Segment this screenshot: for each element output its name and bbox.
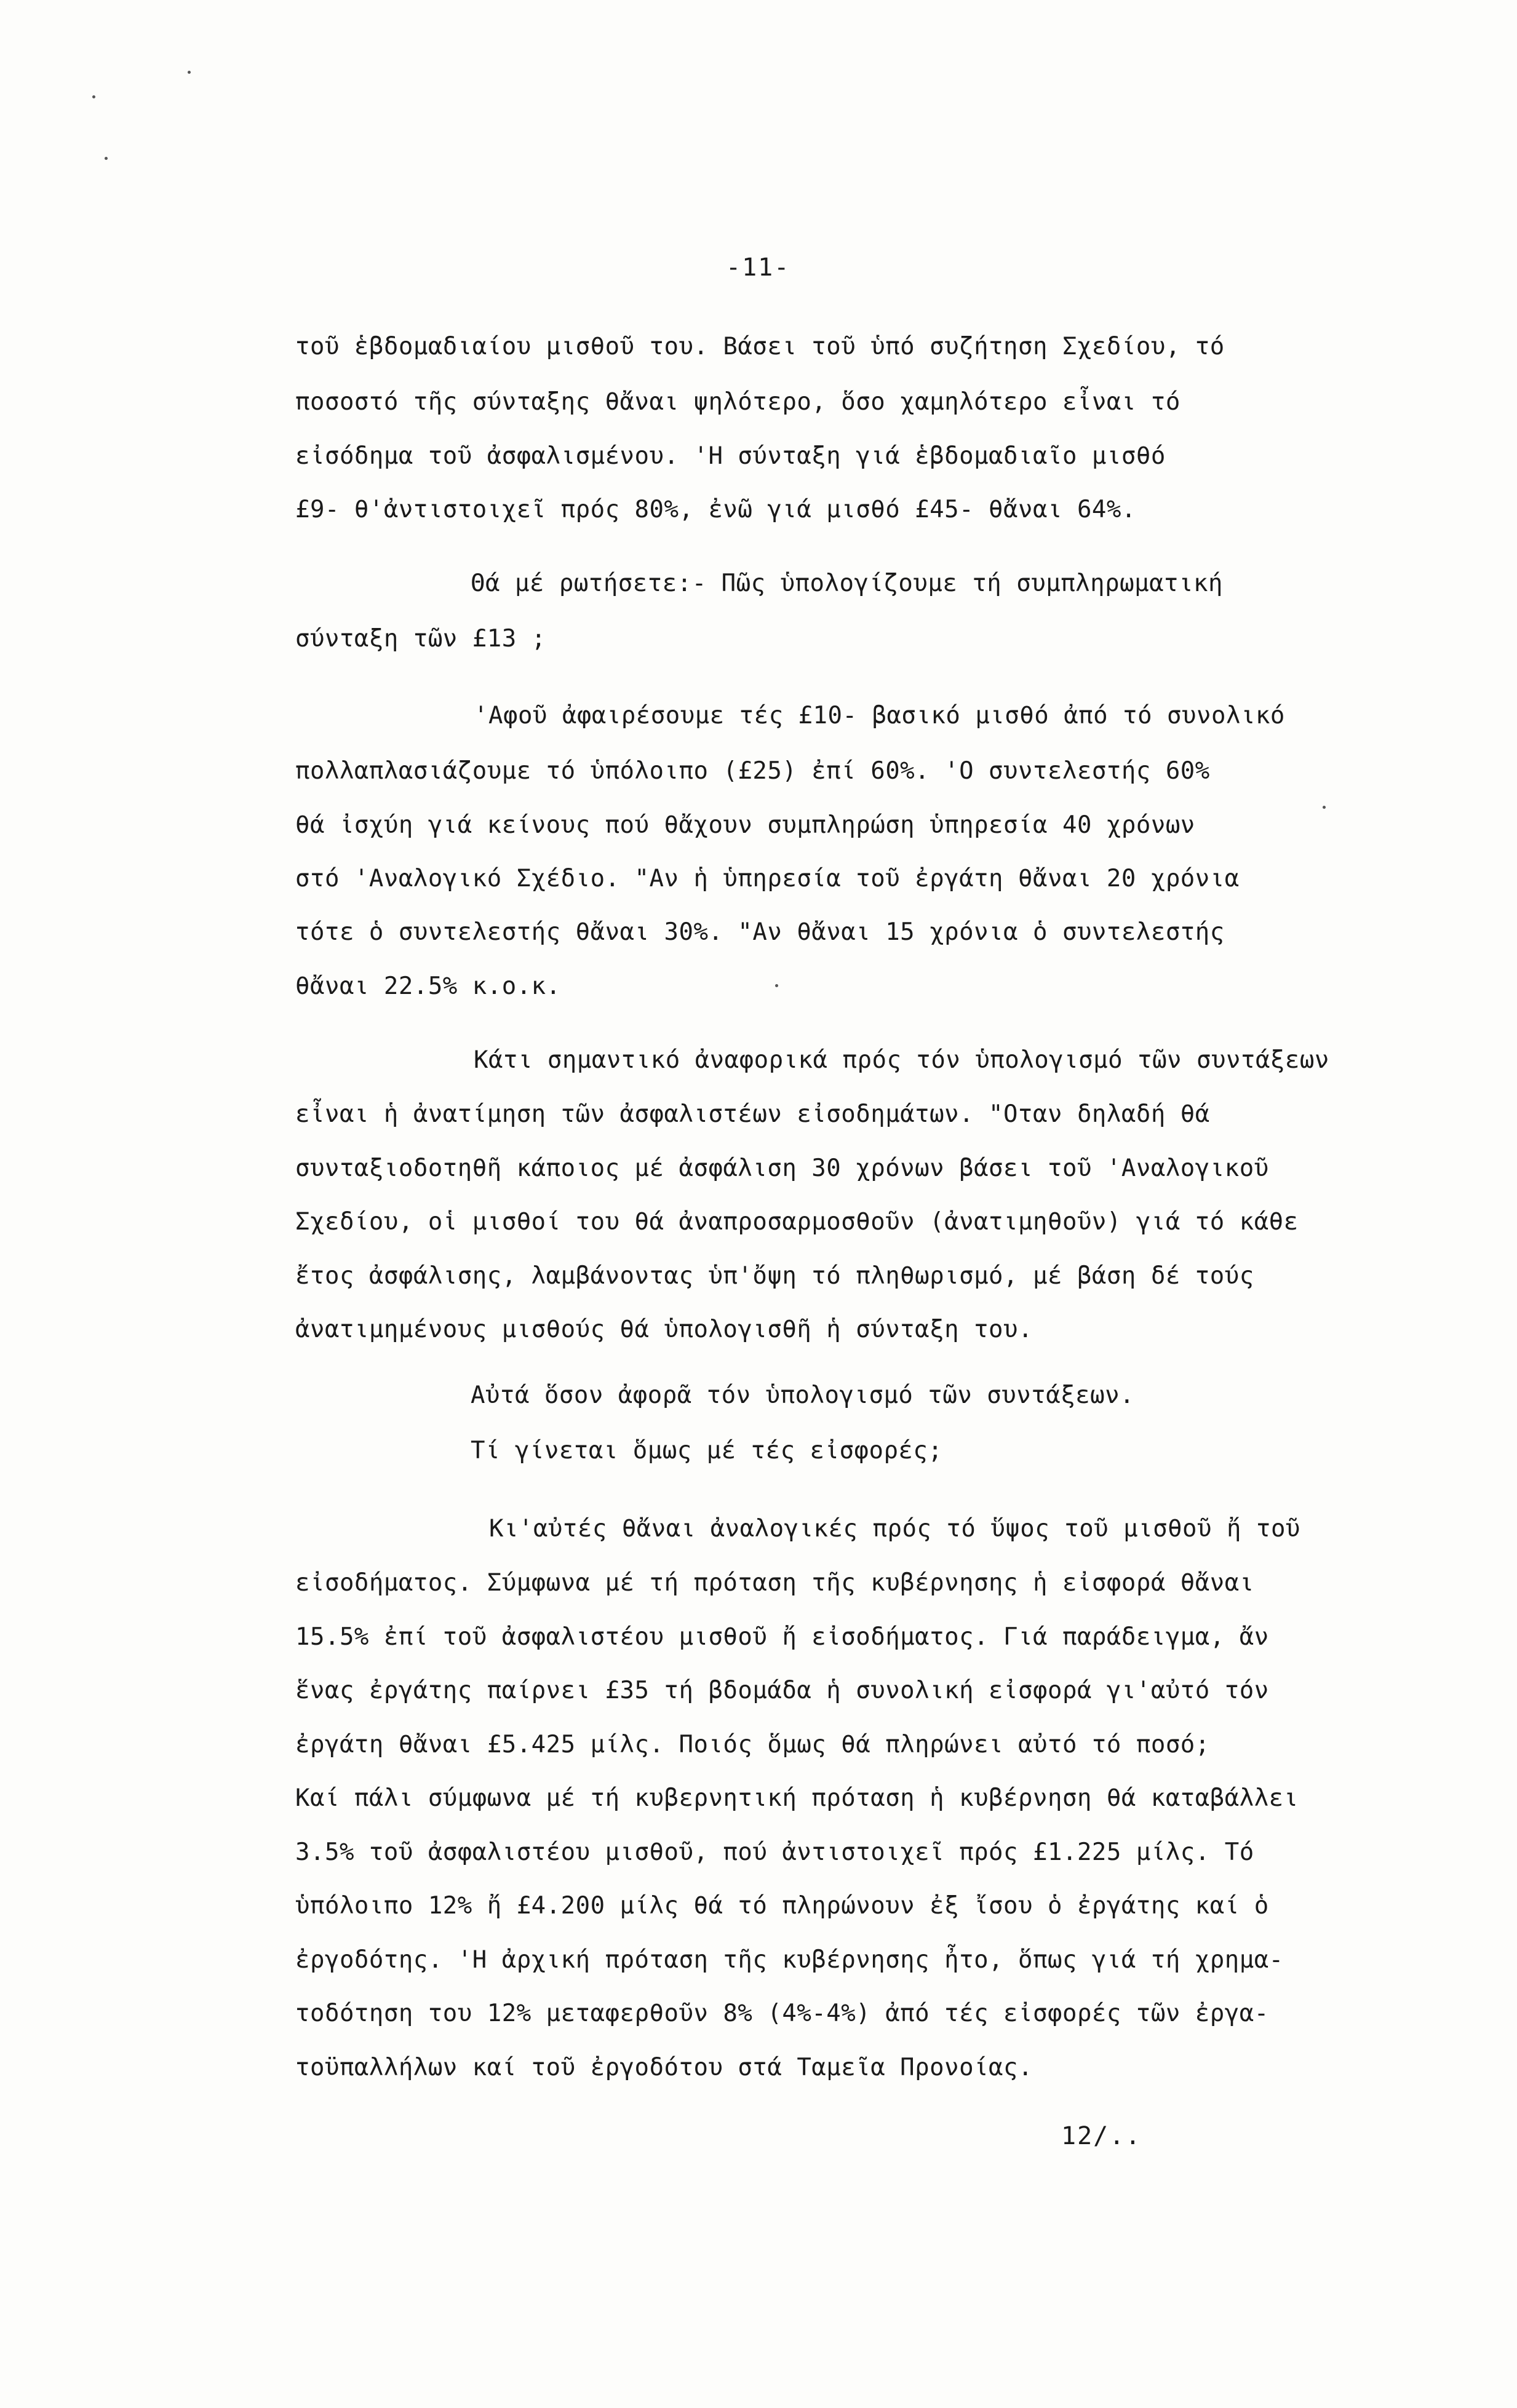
text-line: τοϋπαλλήλων καί τοῦ ἐργοδότου στά Ταμεῖα Προνοίας. — [295, 2054, 1033, 2081]
page-number: -11- — [726, 253, 790, 282]
scan-speck — [188, 71, 191, 74]
text-line: ἔτος ἀσφάλισης, λαμβάνοντας ὑπ'ὄψη τό πληθωρισμό, μέ βάση δέ τούς — [295, 1262, 1254, 1290]
text-line: ἐργοδότης. 'Η ἀρχική πρόταση τῆς κυβέρνησης ἦτο, ὅπως γιά τή χρημα- — [295, 1946, 1284, 1974]
text-line: Αὐτά ὅσον ἀφορᾶ τόν ὑπολογισμό τῶν συντάξεων. — [471, 1381, 1135, 1409]
text-line: 3.5% τοῦ ἀσφαλιστέου μισθοῦ, πού ἀντιστοιχεῖ πρός £1.225 μίλς. Τό — [295, 1838, 1254, 1866]
text-line: θά ἰσχύη γιά κείνους πού θἄχουν συμπληρώση ὑπηρεσία 40 χρόνων — [295, 811, 1195, 839]
text-line: ποσοστό τῆς σύνταξης θἄναι ψηλότερο, ὅσο χαμηλότερο εἶναι τό — [295, 388, 1181, 416]
text-line: Σχεδίου, οἱ μισθοί του θά ἀναπροσαρμοσθοῦν (ἀνατιμηθοῦν) γιά τό κάθε — [295, 1208, 1299, 1236]
text-line: συνταξιοδοτηθῆ κάποιος μέ ἀσφάλιση 30 χρόνων βάσει τοῦ 'Αναλογικοῦ — [295, 1154, 1269, 1182]
text-line: Καί πάλι σύμφωνα μέ τή κυβερνητική πρόταση ἡ κυβέρνηση θά καταβάλλει — [295, 1784, 1299, 1812]
text-line: τοῦ ἑβδομαδιαίου μισθοῦ του. Βάσει τοῦ ὑπό συζήτηση Σχεδίου, τό — [295, 333, 1225, 360]
text-line: ἕνας ἐργάτης παίρνει £35 τή βδομάδα ἡ συνολική εἰσφορά γι'αὐτό τόν — [295, 1677, 1269, 1704]
text-line: σύνταξη τῶν £13 ; — [295, 625, 546, 653]
text-line: εἶναι ἡ ἀνατίμηση τῶν ἀσφαλιστέων εἰσοδημάτων. "Οταν δηλαδή θά — [295, 1100, 1210, 1128]
text-line: Κι'αὐτές θἄναι ἀναλογικές πρός τό ὕψος τοῦ μισθοῦ ἤ τοῦ — [489, 1515, 1300, 1543]
scan-speck — [1323, 806, 1326, 809]
text-line: ἐργάτη θἄναι £5.425 μίλς. Ποιός ὅμως θά πληρώνει αὐτό τό ποσό; — [295, 1731, 1210, 1758]
text-line: εἰσοδήματος. Σύμφωνα μέ τή πρόταση τῆς κυβέρνησης ἡ εἰσφορά θἄναι — [295, 1569, 1254, 1597]
text-line: θἄναι 22.5% κ.ο.κ. — [295, 972, 561, 1000]
text-line: 'Αφοῦ ἀφαιρέσουμε τές £10- βασικό μισθό ἀπό τό συνολικό — [474, 702, 1285, 729]
text-line: ἀνατιμημένους μισθούς θά ὑπολογισθῆ ἡ σύνταξη του. — [295, 1316, 1033, 1343]
text-line: πολλαπλασιάζουμε τό ὑπόλοιπο (£25) ἐπί 60%. 'Ο συντελεστής 60% — [295, 757, 1210, 785]
text-line: ὑπόλοιπο 12% ἤ £4.200 μίλς θά τό πληρώνουν ἐξ ἴσου ὁ ἐργάτης καί ὁ — [295, 1892, 1269, 1920]
scan-speck — [105, 157, 108, 160]
text-line: εἰσόδημα τοῦ ἀσφαλισμένου. 'Η σύνταξη γιά ἑβδομαδιαῖο μισθό — [295, 442, 1166, 470]
text-line: Θά μέ ρωτήσετε:- Πῶς ὑπολογίζουμε τή συμπληρωματική — [471, 570, 1223, 597]
text-line: £9- θ'ἀντιστοιχεῖ πρός 80%, ἐνῶ γιά μισθό £45- θἄναι 64%. — [295, 496, 1136, 523]
text-line: τοδότηση του 12% μεταφερθοῦν 8% (4%-4%) ἀπό τές εἰσφορές τῶν ἐργα- — [295, 2000, 1269, 2027]
text-line: 15.5% ἐπί τοῦ ἀσφαλιστέου μισθοῦ ἤ εἰσοδήματος. Γιά παράδειγμα, ἄν — [295, 1623, 1269, 1651]
continuation-page-ref: 12/.. — [1061, 2122, 1142, 2150]
text-line: Κάτι σημαντικό ἀναφορικά πρός τόν ὑπολογισμό τῶν συντάξεων — [474, 1046, 1329, 1074]
text-line: Τί γίνεται ὅμως μέ τές εἰσφορές; — [471, 1437, 943, 1464]
text-line: τότε ὁ συντελεστής θἄναι 30%. "Αν θἄναι 15 χρόνια ὁ συντελεστής — [295, 918, 1225, 946]
scan-speck — [775, 984, 778, 987]
scan-speck — [92, 95, 95, 98]
text-line: στό 'Αναλογικό Σχέδιο. "Αν ἡ ὑπηρεσία τοῦ ἐργάτη θἄναι 20 χρόνια — [295, 865, 1240, 892]
